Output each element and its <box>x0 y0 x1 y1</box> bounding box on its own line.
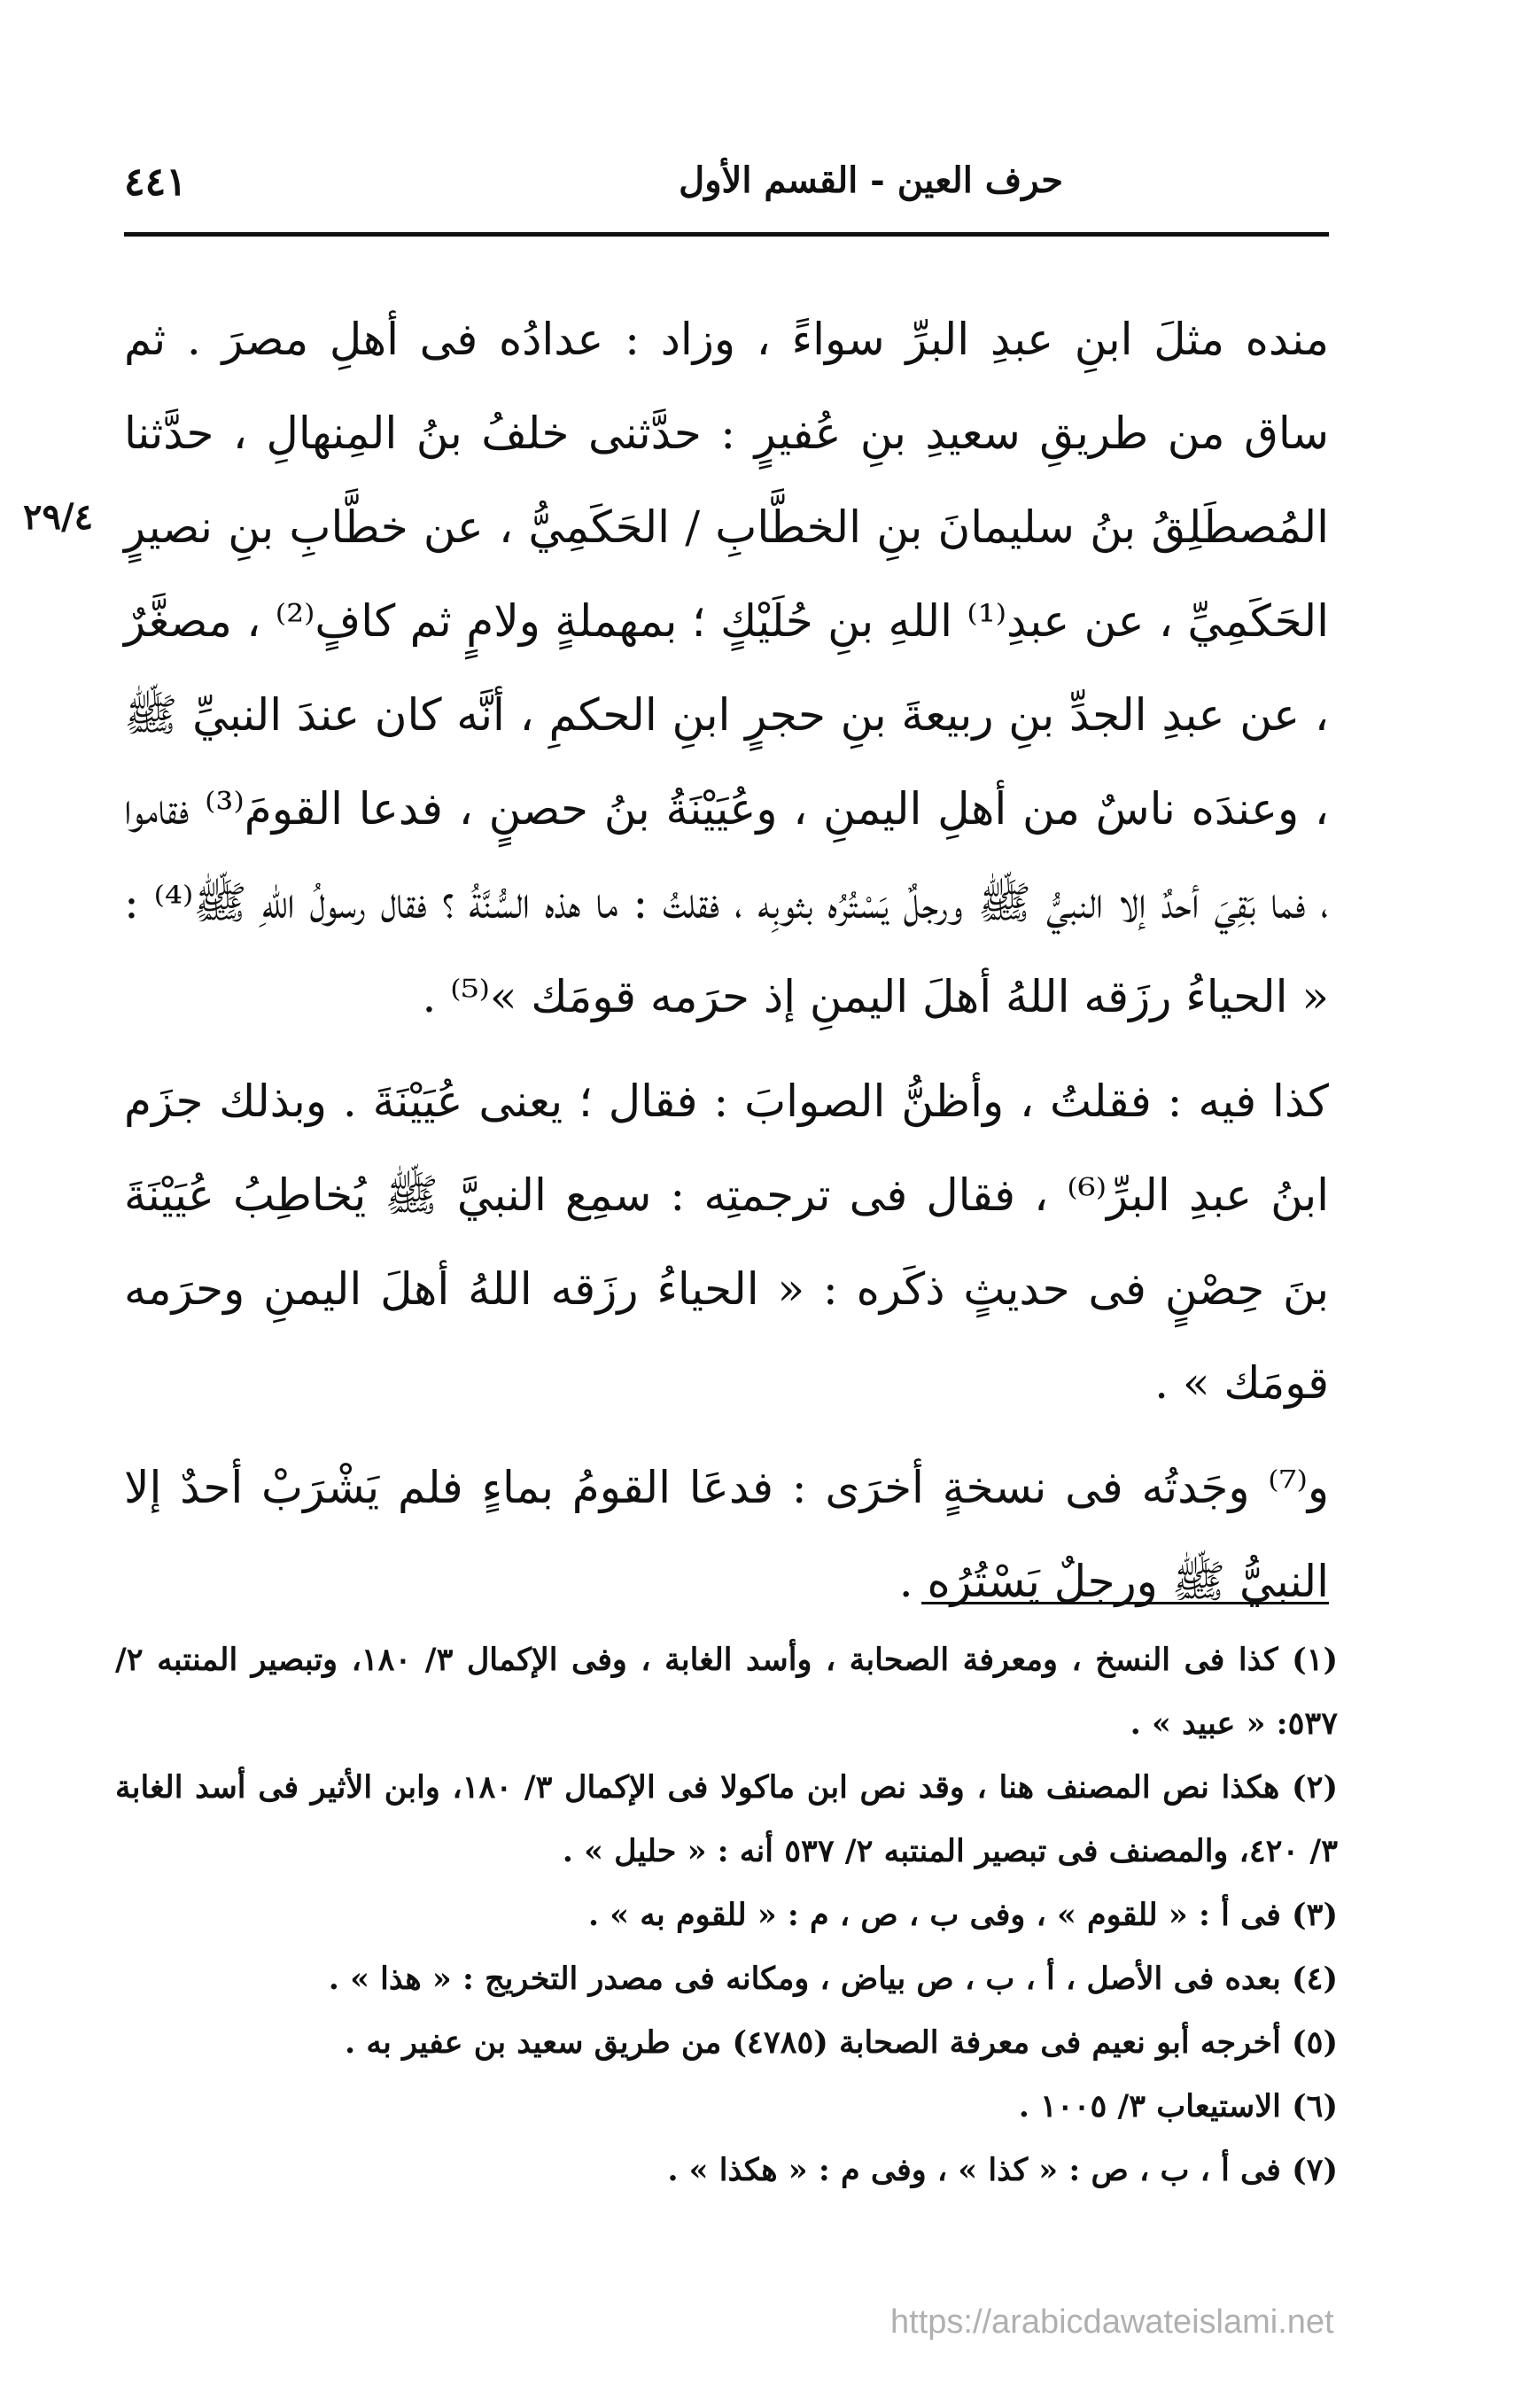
margin-folio-note: ٢٩/٤ <box>23 496 94 538</box>
chapter-title: حرف العين - القسم الأول <box>679 159 1063 201</box>
header-rule <box>124 232 1329 237</box>
paragraph-1: منده مثلَ ابنِ عبدِ البرِّ سواءً ، وزاد : عدادُه فى أهلِ مصرَ . ثم ساق من طريقِ سعيدِ بنِ عُفيرٍ : حدَّثنى خلفُ بنُ المِنهالِ ، حدَّثنا المُصطَلِقُ بنُ سليمانَ بنِ الخطَّابِ / الحَكَمِيُّ ، عن خطَّابِ بنِ نصيرٍ الحَكَمِيِّ ، عن عبدِ⁽¹⁾ اللهِ بنِ حُلَيْكٍ ؛ بمهملةٍ ولامٍ ثم كافٍ⁽²⁾ ، مصغَّرٌ ، عن عبدِ الجدِّ بنِ ربيعةَ بنِ حجرٍ ابنِ الحكمِ ، أنَّه كان عندَ النبيِّ ﷺ ، وعندَه ناسٌ من أهلِ اليمنِ ، وعُيَيْنَةُ بنُ حصنٍ ، فدعا القومَ⁽³⁾ فقاموا ، فما بَقِيَ أحدٌ إلا النبيُّ ﷺ ورجلٌ يَسْتُرُه بثوبِه ، فقلتُ : ما هذه السُّنَّةُ ؟ فقال رسولُ اللهِ ﷺ⁽⁴⁾ : « الحياءُ رزَقه اللهُ أهلَ اليمنِ إذ حرَمه قومَك »⁽⁵⁾ . <box>124 314 1329 1022</box>
watermark-url: https://arabicdawateislami.net <box>890 2303 1334 2341</box>
page-number: ٤٤١ <box>124 159 187 205</box>
paragraph-3: و⁽⁷⁾ وجَدتُه فى نسخةٍ أخرَى : فدعَا القومُ بماءٍ فلم يَشْرَبْ أحدٌ إلا النبيُّ ﷺ ورجلٌ يَسْتُرُه . <box>124 1462 1329 1607</box>
footnote-1: (١) كذا فى النسخ ، ومعرفة الصحابة ، وأسد الغابة ، وفى الإكمال ٣/ ١٨٠، وتبصير المنتبه ٢/ ٥٣٧: « عبيد » . <box>115 1642 1339 1742</box>
footnotes <box>115 1628 1338 2202</box>
running-header <box>124 159 1329 221</box>
footnote-6: (٦) الاستيعاب ٣/ ١٠٠٥ . <box>1018 2088 1338 2124</box>
footnote-rule <box>921 1602 1329 1604</box>
footnote-5: (٥) أخرجه أبو نعيم فى معرفة الصحابة (٤٧٨٥) من طريق سعيد بن عفير به . <box>345 2024 1338 2061</box>
main-text <box>124 292 1329 1628</box>
footnote-7: (٧) فى أ ، ب ، ص : « كذا » ، وفى م : « هكذا » . <box>667 2152 1338 2188</box>
footnote-4: (٤) بعده فى الأصل ، أ ، ب ، ص بياض ، ومكانه فى مصدر التخريج : « هذا » . <box>328 1961 1338 1997</box>
footnote-3: (٣) فى أ : « للقوم » ، وفى ب ، ص ، م : « للقوم به » . <box>587 1897 1338 1933</box>
footnote-2: (٢) هكذا نص المصنف هنا ، وقد نص ابن ماكولا فى الإكمال ٣/ ١٨٠، وابن الأثير فى أسد الغابة ٣/ ٤٢٠، والمصنف فى تبصير المنتبه ٢/ ٥٣٧ أنه : « حليل » . <box>115 1769 1338 1869</box>
paragraph-2: كذا فيه : فقلتُ ، وأظنُّ الصوابَ : فقال ؛ يعنى عُيَيْنَةَ . وبذلك جزَم ابنُ عبدِ البرِّ⁽⁶⁾ ، فقال فى ترجمتِه : سمِع النبيَّ ﷺ يُخاطِبُ عُيَيْنَةَ بنَ حِصْنٍ فى حديثٍ ذكَره : « الحياءُ رزَقه اللهُ أهلَ اليمنِ وحرَمه قومَك » . <box>124 1076 1330 1409</box>
